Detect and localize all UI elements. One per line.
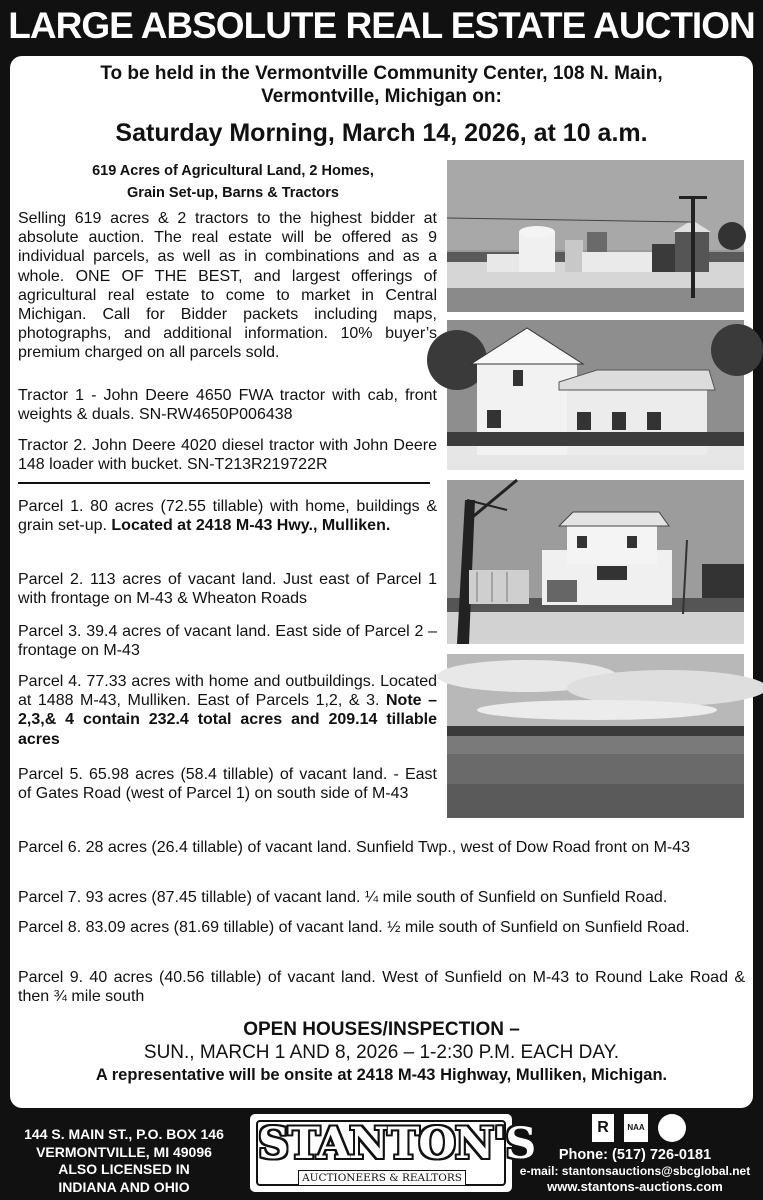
venue-line-1: To be held in the Vermontville Community Center, 108 N. Main, bbox=[100, 63, 663, 84]
auction-date: Saturday Morning, March 14, 2026, at 10 a.m. bbox=[115, 119, 648, 147]
footer-address bbox=[6, 1126, 242, 1196]
parcel-1-text: Parcel 1. 80 acres (72.55 tillable) with home, buildings & grain set-up. bbox=[18, 498, 437, 535]
realtor-icon: R bbox=[592, 1114, 614, 1142]
subheading-line-2: Grain Set-up, Barns & Tractors bbox=[127, 185, 339, 201]
naa-badge: NAA bbox=[624, 1114, 648, 1142]
parcel-1 bbox=[18, 497, 437, 535]
subheading-line-1: 619 Acres of Agricultural Land, 2 Homes, bbox=[92, 163, 374, 179]
field-photo bbox=[447, 654, 744, 818]
open-houses-dates: SUN., MARCH 1 AND 8, 2026 – 1-2:30 P.M. EACH DAY. bbox=[143, 1042, 620, 1063]
parcel-7: Parcel 7. 93 acres (87.45 tillable) of vacant land. ¼ mile south of Sunfield on Sunfield Road. bbox=[18, 889, 668, 906]
michigan-seal-icon bbox=[658, 1114, 686, 1142]
parcel-4-note: Note – 2,3,& 4 contain 232.4 total acres and 209.14 tillable acres bbox=[18, 692, 437, 748]
parcel-6: Parcel 6. 28 acres (26.4 tillable) of vacant land. Sunfield Twp., west of Dow Road front on M-43 bbox=[18, 839, 691, 856]
logo-name: STANTON'S bbox=[258, 1119, 536, 1169]
license-line-1: ALSO LICENSED IN bbox=[58, 1161, 190, 1177]
website: www.stantons-auctions.com bbox=[547, 1179, 723, 1194]
divider bbox=[18, 482, 430, 484]
representative-note: A representative will be onsite at 2418 M-43 Highway, Mulliken, Michigan. bbox=[95, 1066, 668, 1084]
farmhouse-photo bbox=[447, 320, 744, 470]
address-line-1: 144 S. MAIN ST., P.O. BOX 146 bbox=[24, 1126, 224, 1142]
content-panel bbox=[10, 56, 753, 1108]
venue-line-2: Vermontville, Michigan on: bbox=[261, 86, 502, 107]
parcel-4-text: Parcel 4. 77.33 acres with home and outbuildings. Located at 1488 M-43, Mulliken. East of Parcels 1,2, & 3. bbox=[18, 673, 437, 710]
auction-description: Selling 619 acres & 2 tractors to the highest bidder at absolute auction. The real estate will be offered as 9 individual parcels, as well as in combinations and as a whole. ONE OF THE BEST, and largest offerings of agricultural real estate to come to market in Central Michigan. Call for Bidder packets including maps, photographs, and additional information. 10% buyer’s premium charged on all parcels sold. bbox=[18, 210, 437, 362]
open-houses-title: OPEN HOUSES/INSPECTION – bbox=[243, 1019, 520, 1040]
license-line-2: INDIANA AND OHIO bbox=[58, 1178, 190, 1195]
parcel-1-location: Located at 2418 M-43 Hwy., Mulliken. bbox=[111, 517, 391, 535]
stantons-logo bbox=[250, 1114, 536, 1192]
parcel-4 bbox=[18, 672, 437, 749]
parcel-2: Parcel 2. 113 acres of vacant land. Just east of Parcel 1 with frontage on M-43 & Wheaton Roads bbox=[18, 571, 437, 608]
parcel-3: Parcel 3. 39.4 acres of vacant land. East side of Parcel 2 – frontage on M-43 bbox=[18, 623, 437, 660]
email: e-mail: stantonsauctions@sbcglobal.net bbox=[519, 1164, 751, 1178]
headline: LARGE ABSOLUTE REAL ESTATE AUCTION bbox=[8, 5, 755, 46]
logo-tagline: AUCTIONEERS & REALTORS bbox=[298, 1170, 466, 1186]
phone: Phone: (517) 726-0181 bbox=[558, 1147, 712, 1163]
second-home-photo bbox=[447, 480, 744, 644]
address-line-2: VERMONTVILLE, MI 49096 bbox=[36, 1143, 212, 1160]
farm-silos-photo bbox=[447, 160, 744, 312]
tractor-2: Tractor 2. John Deere 4020 diesel tractor with John Deere 148 loader with bucket. SN-T213R219722R bbox=[18, 437, 437, 474]
logo-frame bbox=[256, 1119, 536, 1186]
footer-contact bbox=[512, 1146, 758, 1195]
parcel-8: Parcel 8. 83.09 acres (81.69 tillable) of vacant land. ½ mile south of Sunfield on Sunfield Road. bbox=[18, 919, 690, 936]
tractor-1: Tractor 1 - John Deere 4650 FWA tractor with cab, front weights & duals. SN-RW4650P006438 bbox=[18, 387, 437, 424]
parcel-9: Parcel 9. 40 acres (40.56 tillable) of vacant land. West of Sunfield on M-43 to Round Lake Road & then ¾ mile south bbox=[18, 969, 745, 1006]
parcel-5: Parcel 5. 65.98 acres (58.4 tillable) of vacant land. - East of Gates Road (west of Parcel 1) on south side of M-43 bbox=[18, 766, 437, 803]
venue-intro bbox=[10, 62, 753, 108]
affiliation-badges bbox=[592, 1114, 692, 1144]
open-houses bbox=[10, 1018, 753, 1087]
subheading bbox=[18, 160, 448, 204]
